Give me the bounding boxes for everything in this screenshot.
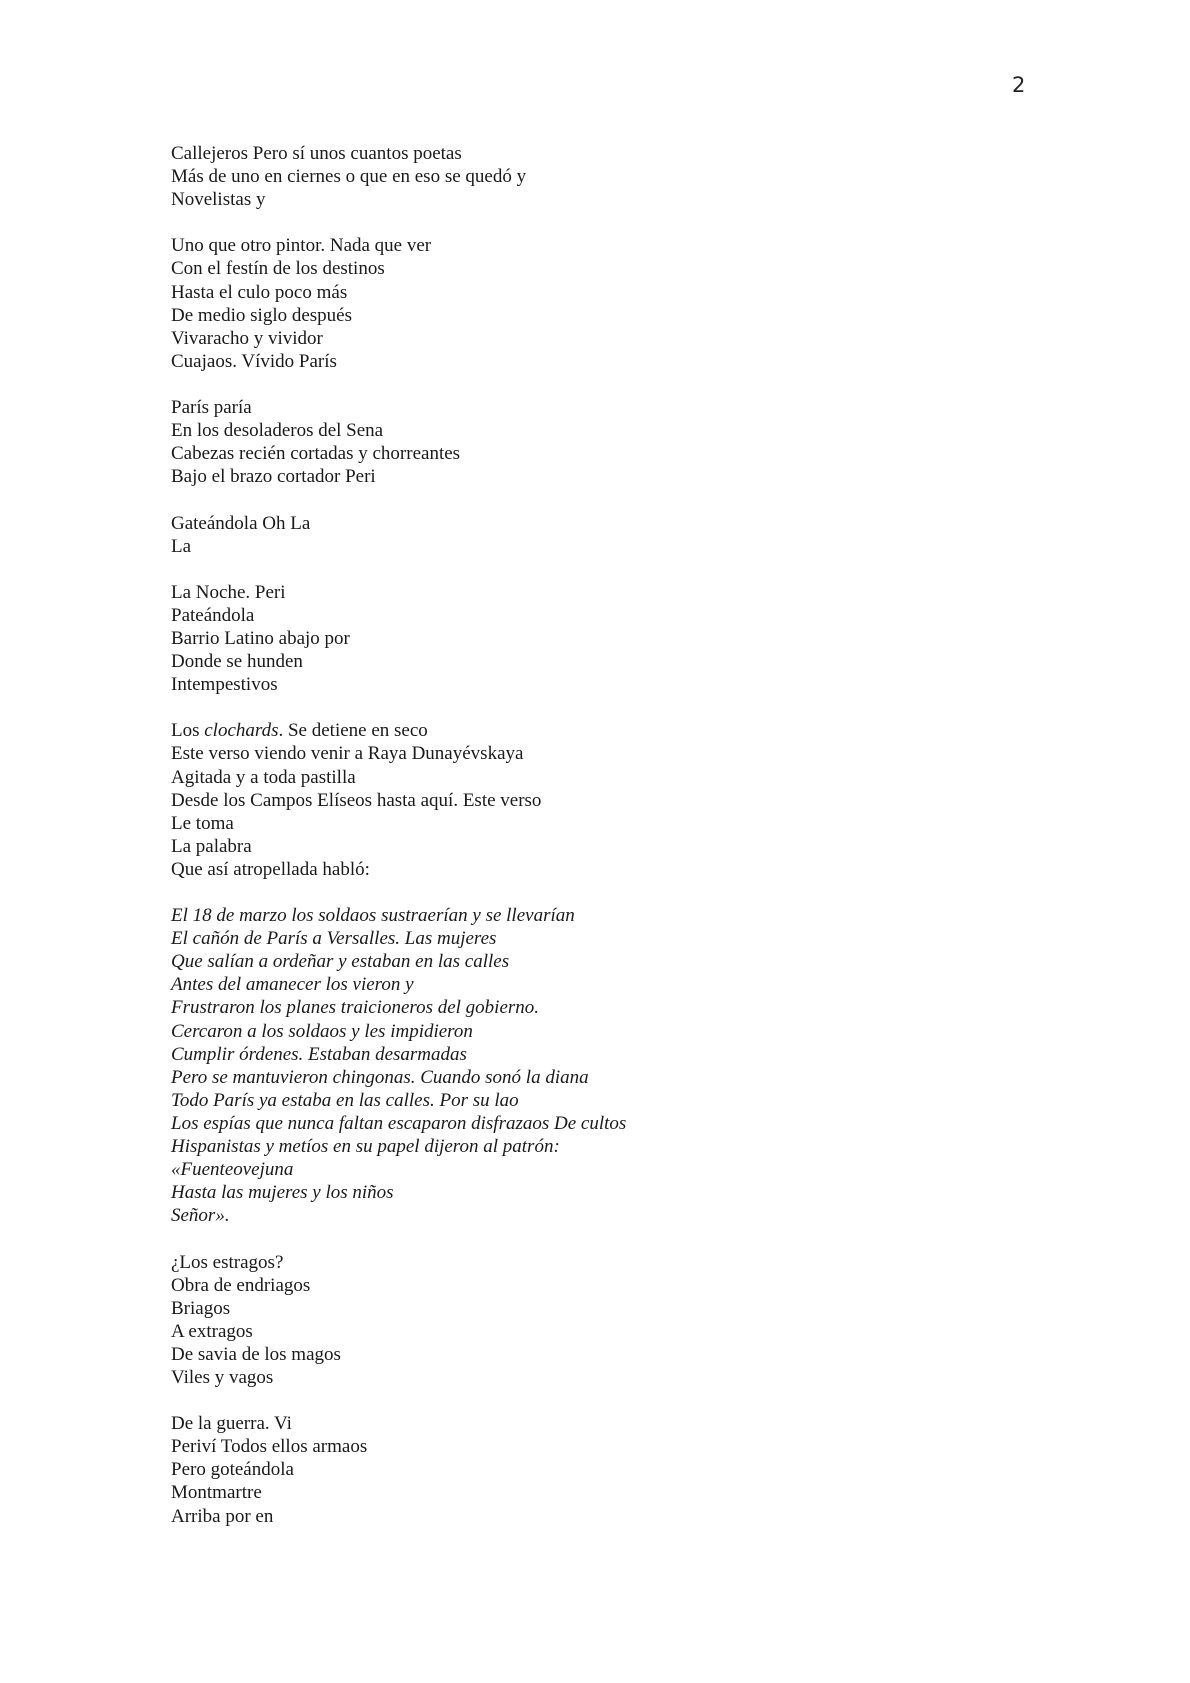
- verse-line: Hasta el culo poco más: [171, 281, 348, 303]
- verse-line: Intempestivos: [171, 674, 278, 696]
- verse-line: Obra de endriagos: [171, 1274, 311, 1296]
- verse-line: De medio siglo después: [171, 304, 353, 326]
- verse-line: Pateándola: [171, 604, 255, 626]
- page-number: 2: [1012, 73, 1026, 97]
- verse-line: Pero se mantuvieron chingonas. Cuando sonó la diana: [171, 1066, 589, 1088]
- verse-line: Este verso viendo venir a Raya Dunayévskaya: [171, 743, 524, 765]
- verse-line: Montmartre: [171, 1482, 262, 1504]
- verse-line: La Noche. Peri: [171, 581, 286, 603]
- verse-line: Vivaracho y vividor: [171, 327, 323, 349]
- poem-body: [171, 142, 1071, 1528]
- verse-line-mixed: [171, 719, 1071, 742]
- verse-line: De savia de los magos: [171, 1343, 341, 1365]
- stanza-6: [171, 719, 1071, 881]
- verse-line: Antes del amanecer los vieron y: [171, 974, 414, 996]
- stanza-1: [171, 142, 1071, 211]
- verse-line: Con el festín de los destinos: [171, 258, 385, 280]
- verse-line: Novelistas y: [171, 189, 266, 211]
- verse-line: Barrio Latino abajo por: [171, 627, 350, 649]
- verse-line: Los espías que nunca faltan escaparon disfrazaos De cultos: [171, 1112, 627, 1134]
- verse-line: Periví Todos ellos armaos: [171, 1436, 368, 1458]
- emphasized-word: clochards: [204, 720, 279, 742]
- verse-line: Todo París ya estaba en las calles. Por su lao: [171, 1089, 519, 1111]
- stanza-2: [171, 234, 1071, 373]
- verse-line: Hispanistas y metíos en su papel dijeron al patrón:: [171, 1136, 560, 1158]
- verse-line: París paría: [171, 397, 252, 419]
- verse-line: Desde los Campos Elíseos hasta aquí. Este verso: [171, 789, 542, 811]
- verse-line: Viles y vagos: [171, 1366, 274, 1388]
- verse-line: Le toma: [171, 812, 234, 834]
- verse-line: Briagos: [171, 1297, 231, 1319]
- verse-line: Que así atropellada habló:: [171, 858, 370, 880]
- verse-line: Cuajaos. Vívido París: [171, 350, 337, 372]
- verse-line: Hasta las mujeres y los niños: [171, 1182, 394, 1204]
- verse-line: Que salían a ordeñar y estaban en las calles: [171, 951, 510, 973]
- verse-line: A extragos: [171, 1320, 253, 1342]
- verse-line: La palabra: [171, 835, 252, 857]
- verse-line: Señor».: [171, 1205, 230, 1227]
- verse-line: En los desoladeros del Sena: [171, 420, 384, 442]
- verse-line: Pero goteándola: [171, 1459, 294, 1481]
- verse-line: La: [171, 535, 192, 557]
- verse-line: ¿Los estragos?: [171, 1251, 284, 1273]
- verse-line: Agitada y a toda pastilla: [171, 766, 356, 788]
- verse-line: Cercaron a los soldaos y les impidieron: [171, 1020, 473, 1042]
- verse-line: Donde se hunden: [171, 651, 303, 673]
- stanza-7-quoted-speech: [171, 904, 1071, 1227]
- stanza-5: [171, 581, 1071, 696]
- verse-line: Cumplir órdenes. Estaban desarmadas: [171, 1043, 467, 1065]
- verse-line: El cañón de París a Versalles. Las mujeres: [171, 928, 497, 950]
- verse-line: Callejeros Pero sí unos cuantos poetas: [171, 143, 462, 164]
- verse-text: Los: [171, 720, 205, 742]
- verse-line: Arriba por en: [171, 1505, 274, 1527]
- stanza-8: [171, 1251, 1071, 1390]
- verse-line: Gateándola Oh La: [171, 512, 311, 534]
- verse-line: De la guerra. Vi: [171, 1413, 292, 1435]
- verse-line: Uno que otro pintor. Nada que ver: [171, 235, 432, 257]
- verse-line: Frustraron los planes traicioneros del gobierno.: [171, 997, 540, 1019]
- stanza-4: [171, 512, 1071, 558]
- verse-line: Más de uno en ciernes o que en eso se quedó y: [171, 166, 527, 188]
- verse-line: El 18 de marzo los soldaos sustraerían y se llevarían: [171, 905, 575, 927]
- stanza-3: [171, 396, 1071, 488]
- verse-line: «Fuenteovejuna: [171, 1159, 294, 1181]
- verse-text: . Se detiene en seco: [278, 720, 428, 742]
- stanza-9: [171, 1412, 1071, 1527]
- verse-line: Bajo el brazo cortador Peri: [171, 466, 376, 488]
- verse-line: Cabezas recién cortadas y chorreantes: [171, 443, 461, 465]
